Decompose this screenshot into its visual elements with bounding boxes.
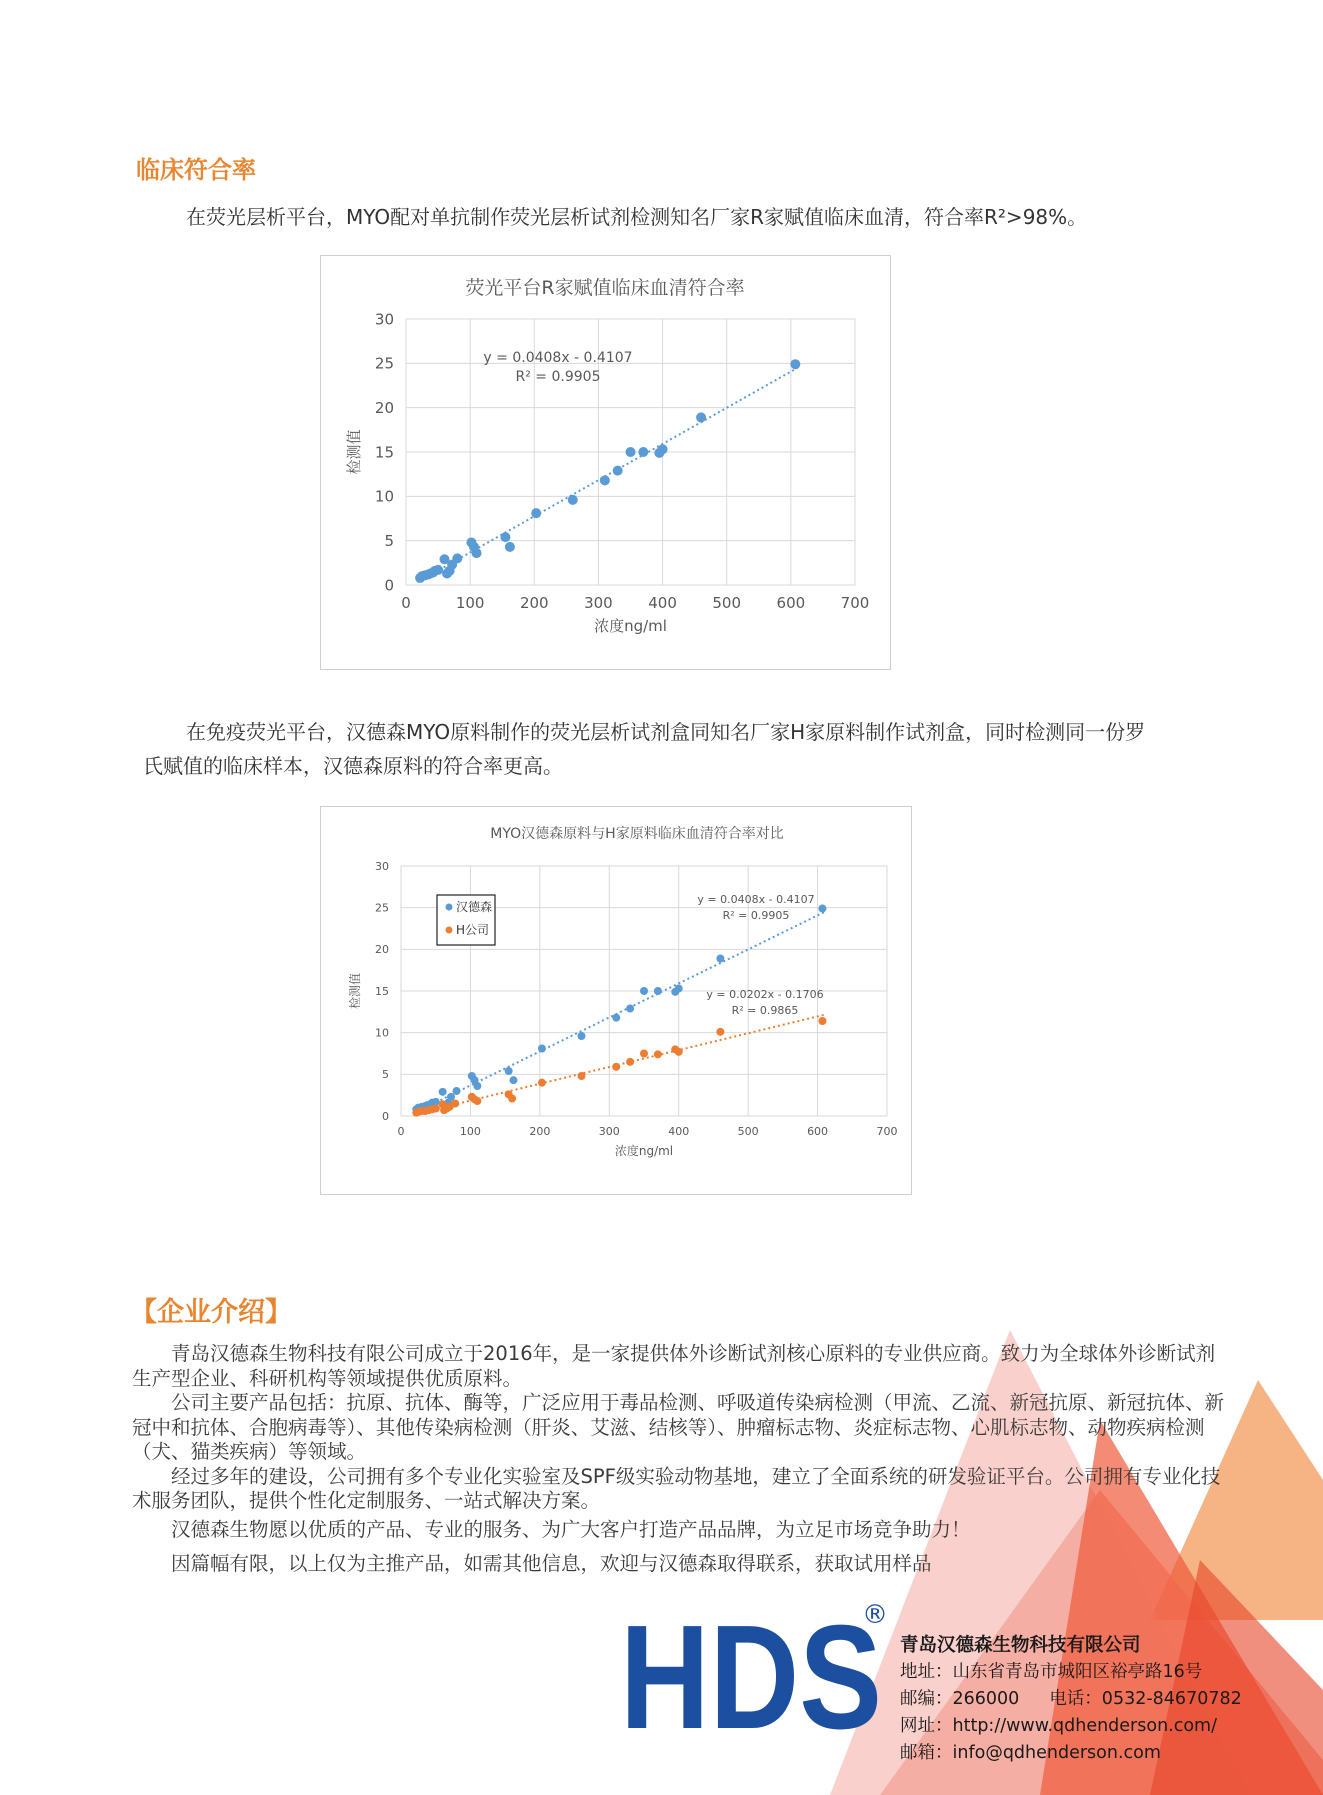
trendline-equation: y = 0.0202x - 0.1706 <box>706 988 824 1001</box>
y-tick-label: 30 <box>374 310 394 329</box>
chart-comparison <box>320 806 912 1195</box>
x-tick-label: 400 <box>668 1125 690 1138</box>
legend-marker <box>446 904 453 911</box>
paragraph-fluorescence-platform: 在荧光层析平台，MYO配对单抗制作荧光层析试剂检测知名厂家R家赋值临床血清，符合率R²>98%。 <box>186 205 1088 229</box>
contact-block <box>900 1632 1242 1767</box>
data-point-hds <box>538 1045 546 1053</box>
chart-r-company <box>320 255 891 670</box>
data-point-hds <box>472 548 482 558</box>
hds-logo <box>620 1610 882 1740</box>
data-point-hds <box>600 475 610 485</box>
y-tick-label: 0 <box>382 1109 389 1123</box>
intro-paragraph: 因篇幅有限，以上仅为主推产品，如需其他信息，欢迎与汉德森取得联系，获取试用样品 <box>171 1552 932 1575</box>
data-point-hds <box>453 1087 461 1095</box>
data-point-h-company <box>612 1063 620 1071</box>
data-point-hds <box>612 1014 620 1022</box>
data-point-hds <box>568 495 578 505</box>
y-tick-label: 5 <box>382 1068 389 1082</box>
data-point-hds <box>578 1032 586 1040</box>
intro-paragraph: 青岛汉德森生物科技有限公司成立于2016年，是一家提供体外诊断试剂核心原料的专业供应商。致力为全球体外诊断试剂生产型企业、科研机构等领域提供优质原料。 <box>132 1342 1216 1390</box>
company-intro-title: 【企业介绍】 <box>130 1297 292 1328</box>
chart-title: MYO汉德森原料与H家原料临床血清符合率对比 <box>490 826 784 842</box>
hds-logo-text: HDS <box>620 1610 882 1740</box>
data-point-hds <box>439 1088 447 1096</box>
trendline-equation: y = 0.0408x - 0.4107 <box>483 350 633 366</box>
data-point-hds <box>658 444 668 454</box>
x-tick-label: 200 <box>529 1125 551 1138</box>
y-tick-label: 5 <box>384 531 394 550</box>
y-tick-label: 20 <box>375 943 389 957</box>
data-point-h-company <box>716 1028 724 1036</box>
data-point-h-company <box>451 1100 459 1108</box>
x-tick-label: 0 <box>401 594 411 612</box>
data-point-h-company <box>508 1095 516 1103</box>
trendline-r-squared: R² = 0.9905 <box>722 909 790 922</box>
data-point-hds <box>654 987 662 995</box>
company-name: 青岛汉德森生物科技有限公司 <box>900 1635 1141 1656</box>
y-tick-label: 25 <box>375 901 389 915</box>
data-point-hds <box>452 553 462 563</box>
data-point-h-company <box>538 1079 546 1087</box>
data-point-hds <box>638 447 648 457</box>
x-axis-label: 浓度ng/ml <box>614 1144 674 1158</box>
section-title-clinical: 临床符合率 <box>136 156 256 184</box>
data-point-h-company <box>654 1050 662 1058</box>
trendline-equation: y = 0.0408x - 0.4107 <box>697 893 815 906</box>
x-tick-label: 300 <box>584 594 613 612</box>
y-tick-label: 25 <box>374 354 394 373</box>
data-point-hds <box>473 1082 481 1090</box>
y-tick-label: 0 <box>384 576 394 595</box>
chart-title: 荧光平台R家赋值临床血清符合率 <box>465 277 745 299</box>
company-email[interactable]: 邮箱：info@qdhenderson.com <box>900 1743 1161 1763</box>
data-point-hds <box>626 447 636 457</box>
company-postcode: 邮编：266000 <box>900 1689 1020 1709</box>
data-point-h-company <box>578 1072 586 1080</box>
data-point-h-company <box>675 1048 683 1056</box>
x-tick-label: 700 <box>876 1125 898 1138</box>
legend-label: H公司 <box>456 923 490 937</box>
data-point-hds <box>531 508 541 518</box>
y-axis-label: 检测值 <box>345 429 363 475</box>
y-tick-label: 15 <box>375 984 389 998</box>
data-point-hds <box>509 1076 517 1084</box>
data-point-h-company <box>626 1058 634 1066</box>
data-point-hds <box>626 1005 634 1013</box>
data-point-hds <box>613 466 623 476</box>
chart-r-company-plot <box>321 256 890 669</box>
x-tick-label: 700 <box>840 594 870 612</box>
x-axis-label: 浓度ng/ml <box>594 617 667 635</box>
data-point-hds <box>716 955 724 963</box>
x-tick-label: 100 <box>459 1125 481 1138</box>
data-point-hds <box>675 985 683 993</box>
x-tick-label: 200 <box>519 594 549 612</box>
data-point-hds <box>505 542 515 552</box>
y-tick-label: 10 <box>375 1026 389 1040</box>
trendline-r-squared: R² = 0.9905 <box>515 369 601 385</box>
company-phone: 电话：0532-84670782 <box>1049 1689 1242 1709</box>
data-point-hds <box>790 359 800 369</box>
data-point-h-company <box>432 1105 440 1113</box>
trendline-r-squared: R² = 0.9865 <box>731 1004 799 1017</box>
x-tick-label: 0 <box>397 1125 405 1138</box>
company-website[interactable]: 网址：http://www.qdhenderson.com/ <box>900 1716 1217 1736</box>
company-intro <box>132 1342 1232 1577</box>
x-tick-label: 500 <box>712 594 742 612</box>
y-tick-label: 20 <box>374 398 394 417</box>
data-point-hds <box>696 412 706 422</box>
paragraph-immuno-platform-line1: 在免疫荧光平台，汉德森MYO原料制作的荧光层析试剂盒同知名厂家H家原料制作试剂盒，同时检测同一份罗 <box>186 720 1146 744</box>
chart-comparison-plot <box>321 807 911 1194</box>
y-tick-label: 30 <box>375 859 389 873</box>
x-tick-label: 100 <box>455 594 485 612</box>
intro-paragraph: 汉德森生物愿以优质的产品、专业的服务、为广大客户打造产品品牌，为立足市场竞争助力！ <box>171 1517 971 1541</box>
data-point-h-company <box>818 1017 826 1025</box>
x-tick-label: 400 <box>648 594 677 612</box>
company-address: 地址：山东省青岛市城阳区裕亭路16号 <box>900 1662 1203 1682</box>
registered-mark: ® <box>862 1600 888 1630</box>
data-point-hds <box>640 987 648 995</box>
legend-label: 汉德森 <box>456 900 493 914</box>
x-tick-label: 600 <box>776 594 806 612</box>
paragraph-immuno-platform-line2: 氏赋值的临床样本，汉德森原料的符合率更高。 <box>143 754 563 778</box>
data-point-hds <box>505 1067 513 1075</box>
company-postcode-phone <box>900 1686 1242 1713</box>
data-point-h-company <box>640 1050 648 1058</box>
x-tick-label: 500 <box>737 1125 759 1138</box>
x-tick-label: 600 <box>807 1125 829 1138</box>
intro-paragraph: 经过多年的建设，公司拥有多个专业化实验室及SPF级实验动物基地，建立了全面系统的研发验证平台。公司拥有专业化技术服务团队，提供个性化定制服务、一站式解决方案。 <box>132 1464 1221 1512</box>
data-point-h-company <box>473 1097 481 1105</box>
data-point-hds <box>433 565 443 575</box>
data-point-hds <box>500 532 510 542</box>
intro-paragraph: 公司主要产品包括：抗原、抗体、酶等，广泛应用于毒品检测、呼吸道传染病检测（甲流、乙流、新冠抗原、新冠抗体、新冠中和抗体、合胞病毒等）、其他传染病检测（肝炎、艾滋、结核等）、肿瘤标志物、炎症标志物、心肌标志物、动物疾病检测（犬、猫类疾病）等领域。 <box>132 1391 1225 1463</box>
data-point-hds <box>447 1093 455 1101</box>
y-tick-label: 15 <box>374 443 394 462</box>
data-point-hds <box>818 905 826 913</box>
y-tick-label: 10 <box>374 487 394 506</box>
legend-marker <box>446 927 453 934</box>
y-axis-label: 检测值 <box>348 972 362 1010</box>
x-tick-label: 300 <box>598 1125 620 1138</box>
